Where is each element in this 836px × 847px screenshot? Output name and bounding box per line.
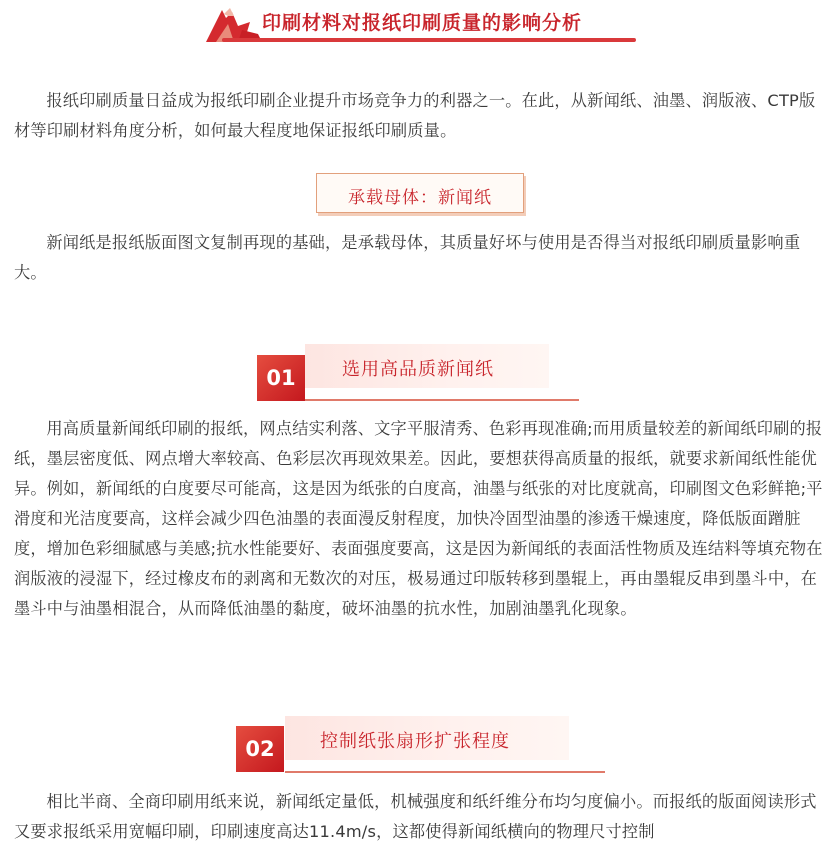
subheading-box [316,173,524,213]
section-02-body: 相比半商、全商印刷用纸来说，新闻纸定量低，机械强度和纸纤维分布均匀度偏小。而报纸的版面阅读形式又要求报纸采用宽幅印刷，印刷速度高达11.4m/s，这都使得新闻纸横向的物理尺寸控制 [14,792,817,841]
section-01-body: 用高质量新闻纸印刷的报纸，网点结实利落、文字平服清秀、色彩再现准确;而用质量较差的新闻纸印刷的报纸，墨层密度低、网点增大率较高、色彩层次再现效果差。因此，要想获得高质量的报纸，就要求新闻纸性能优异。例如，新闻纸的白度要尽可能高，这是因为纸张的白度高，油墨与纸张的对比度就高，印刷图文色彩鲜艳;平滑度和光洁度要高，这样会减少四色油墨的表面漫反射程度，加快冷固型油墨的渗透干燥速度，降低版面蹭脏度，增加色彩细腻感与美感;抗水性能要好、表面强度要高，这是因为新闻纸的表面活性物质及连结料等填充物在润版液的浸湿下，经过橡皮布的剥离和无数次的对压，极易通过印版转移到墨辊上，再由墨辊反串到墨斗中，在墨斗中与油墨相混合，从而降低油墨的黏度，破坏油墨的抗水性，加剧油墨乳化现象。 [14,419,823,618]
section-01-number: 01 [257,355,305,401]
newsprint-paragraph: 新闻纸是报纸版面图文复制再现的基础，是承载母体，其质量好坏与使用是否得当对报纸印刷质量影响重大。 [14,233,801,282]
section-02-title: 控制纸张扇形扩张程度 [320,731,510,752]
section-02-number: 02 [236,726,284,772]
section-01-underline [305,399,579,401]
title-underline [222,38,636,42]
section-02-underline [285,771,605,773]
section-01-title: 选用高品质新闻纸 [342,359,494,380]
subheading-text: 承载母体：新闻纸 [348,188,492,208]
intro-paragraph: 报纸印刷质量日益成为报纸印刷企业提升市场竞争力的利器之一。在此，从新闻纸、油墨、润版液、CTP版材等印刷材料角度分析，如何最大程度地保证报纸印刷质量。 [14,91,816,140]
page-title: 印刷材料对报纸印刷质量的影响分析 [262,12,583,34]
